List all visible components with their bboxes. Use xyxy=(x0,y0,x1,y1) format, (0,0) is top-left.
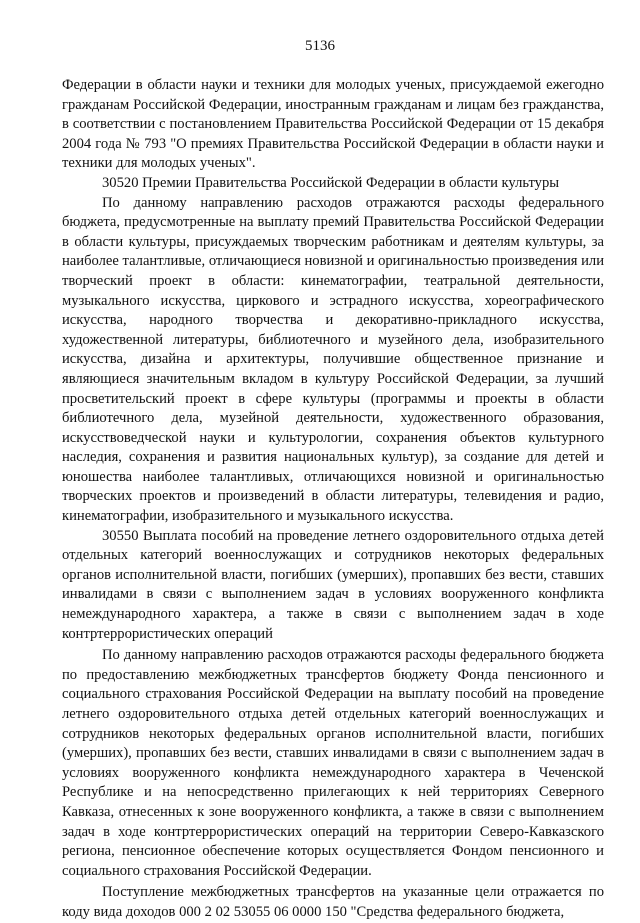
paragraph-continuation: Федерации в области науки и техники для молодых ученых, присуждаемой ежегодно гражданам Российской Федерации, иностранным гражданам и лицам без гражданства, в соответствии с постановлением Правительства Российской Федерации от 15 декабря 2004 года № 793 "О премиях Правительства Российской Федерации в области науки и техники для молодых ученых". xyxy=(62,77,604,172)
paragraph-30520-description: По данному направлению расходов отражаются расходы федерального бюджета, предусмотренные на выплату премий Правительства Российской Федерации в области культуры, присуждаемых творческим работникам и деятелям культуры, за наиболее талантливые, отличающиеся новизной и оригинальностью произведения или творческий проект в области: кинематографии, театральной деятельности, музыкального искусства, циркового и эстрадного искусства, хореографического искусства, народного творчества и декоративно-прикладного искусства, художественной литературы, библиотечного и музейного дела, изобразительного искусства, дизайна и архитектуры, получившие общественное признание и являющиеся значительным вкладом в культуру Российской Федерации, за лучший просветительский проект в сфере культуры (программы и проекты в области библиотечного дела, музейной деятельности, художественного образования, искусствоведческой науки и культурологии, сохранения объектов культурного наследия, сохранения и развития национальных культур), за создание для детей и юношества наиболее талантливых, отличающихся новизной и оригинальностью творческих проектов и произведений в области литературы, телевидения и радио, кинематографии, изобразительного и музыкального искусства. xyxy=(62,194,605,525)
paragraph-transfers-receipt: Поступление межбюджетных трансфертов на указанные цели отражается по коду вида доходов 000 2 02 53055 06 0000 150 "Средства федерального бюджета, xyxy=(62,884,604,920)
page-number: 5136 xyxy=(305,38,335,54)
section-heading-30520: 30520 Премии Правительства Российской Федерации в области культуры xyxy=(102,174,560,191)
document-body xyxy=(62,76,604,923)
section-heading-30550: 30550 Выплата пособий на проведение летнего оздоровительного отдыха детей отдельных категорий военнослужащих и сотрудников некоторых федеральных органов исполнительной власти, погибших (умерших), пропавших без вести, ставших инвалидами в связи с выполнением задач в условиях вооруженного конфликта немеждународного характера, а также в связи с выполнением задач в ходе контртеррористических операций xyxy=(62,527,604,642)
paragraph-30550-description: По данному направлению расходов отражаются расходы федерального бюджета по предоставлению межбюджетных трансфертов бюджету Фонда пенсионного и социального страхования Российской Федерации на выплату пособий на проведение летнего оздоровительного отдыха детей отдельных категорий военнослужащих и сотрудников некоторых федеральных органов исполнительной власти, погибших (умерших), пропавших без вести, ставших инвалидами в связи с выполнением задач в условиях вооруженного конфликта немеждународного характера в Чеченской Республике и на непосредственно прилегающих к ней территориях Северного Кавказа, отнесенных к зоне вооруженного конфликта, а также в связи с выполнением задач в ходе контртеррористических операций на территории Северо-Кавказского региона, пенсионное обеспечение которых осуществляется Фондом пенсионного и социального страхования Российской Федерации. xyxy=(62,647,604,879)
